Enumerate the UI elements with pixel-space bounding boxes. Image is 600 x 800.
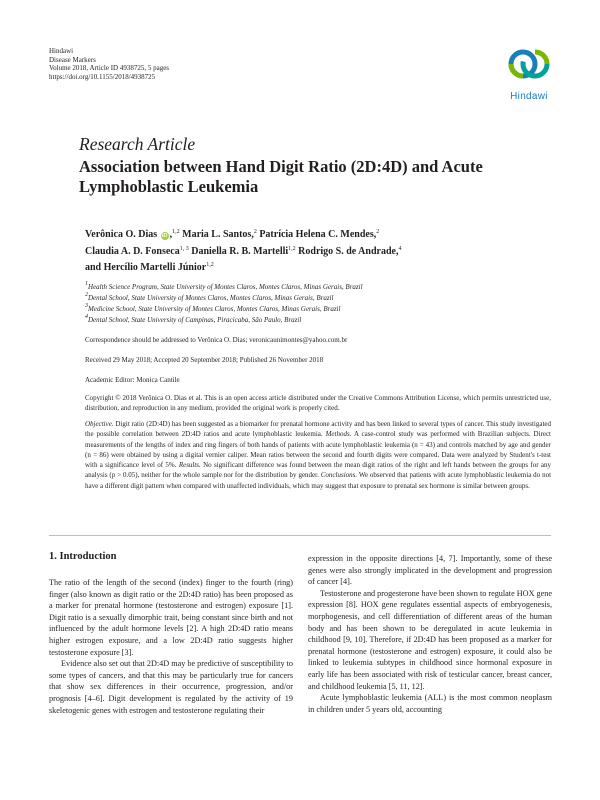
- body-paragraph: Testosterone and progesterone have been shown to regulate HOX gene expression [8]. HOX gene regulates essential aspects of embryogenesis, morphogenesis, and cell differentiation of different areas of the human body and has been shown to be deregulated in acute leukemia in childhood [9, 10]. Therefore, if 2D:4D has been proposed as a marker for prenatal hormone (testosterone and estrogen) exposure, it could also be linked to leukemia subtypes in childhood since hormonal exposure in early life has been associated with risk of testicular cancer, breast cancer, and childhood leukemia [5, 11, 12].: [308, 588, 553, 691]
- copyright-notice: Copyright © 2018 Verônica O. Dias et al. This is an open access article distributed under the Creative Commons Attribution License, which permits unrestricted use, distribution, and reproduction in any medium, provided the original work is properly cited.: [85, 394, 551, 412]
- doi-link[interactable]: https://doi.org/10.1155/2018/4938725: [49, 72, 156, 81]
- body-paragraph: The ratio of the length of the second (index) finger to the fourth (ring) finger (also known as digit ratio or the 2D:4D ratio) has been proposed as a marker for prenatal hormone (testosterone and estrogen) exposure [1]. Digit ratio is a sexually dimorphic trait, being constant since birth and not influenced by the adult hormone levels [2]. A high 2D:4D ratio means higher estrogen exposure, and a low 2D:4D ratio suggests higher testosterone exposure [3].: [49, 578, 293, 657]
- title-line-1: Association between Hand Digit Ratio (2D:4D) and Acute: [79, 157, 483, 176]
- abstract-methods: A case-control study was performed with Brazilian subjects. Direct measurements of the lengths of index and ring fingers of both hands of patients with acute lymphoblastic leukemia (n = 43) and controls matched by age and gender (n = 86) were obtained by using a digital vernier caliper. Mean ratios between the second and fourth digits were compared. Data were analyzed by Student's t-test with a significance level of 5%.: [85, 430, 552, 470]
- abstract-methods-label: Methods.: [325, 430, 352, 439]
- author-line-3: [85, 260, 525, 277]
- abstract-objective-label: Objective.: [85, 420, 114, 428]
- author-name[interactable]: Rodrigo S. de Andrade: [298, 245, 396, 257]
- affiliation-item: $^1$Health Science Program, State University of Montes Claros, Montes Claros, Minas Gerais, Brazil: [85, 281, 363, 291]
- author-name[interactable]: and Hercílio Martelli Júnior: [85, 262, 207, 273]
- section-heading-introduction: 1. Introduction: [49, 551, 117, 562]
- publisher-logo[interactable]: [497, 44, 561, 106]
- article-type: Research Article: [79, 134, 196, 154]
- affiliation-item: $^3$Medicine School, State University of Montes Claros, Montes Claros, Minas Gerais, Brazil: [85, 303, 341, 313]
- author-affiliation-sup: 4: [398, 245, 402, 252]
- author-name[interactable]: Claudia A. D. Fonseca: [85, 245, 180, 257]
- body-paragraph: Acute lymphoblastic leukemia (ALL) is the most common neoplasm in children under 5 years old, accounting: [308, 693, 552, 714]
- orcid-icon[interactable]: iD: [161, 233, 168, 239]
- affiliation-item: $^2$Dental School, State University of Montes Claros, Montes Claros, Minas Gerais, Brazil: [85, 292, 334, 302]
- publication-dates: Received 29 May 2018; Accepted 20 September 2018; Published 26 November 2018: [85, 356, 324, 364]
- journal-name: Hindawi: [49, 47, 74, 55]
- affiliation-item: $^4$Dental School, State University of Campinas, Piracicaba, São Paulo, Brazil: [85, 314, 302, 324]
- author-affiliation-sup: 1, 3: [179, 245, 189, 252]
- author-name[interactable]: Maria L. Santos: [182, 229, 252, 240]
- volume-line: Volume 2018, Article ID 4938725, 5 pages: [49, 64, 170, 72]
- author-affiliation-sup: 1,2: [206, 262, 214, 268]
- body-column-left: [49, 577, 293, 716]
- author-name[interactable]: Verônica O. Dias: [85, 229, 158, 240]
- abstract-results-label: Results.: [178, 461, 201, 470]
- author-name[interactable]: Patrícia Helena C. Mendes: [259, 229, 374, 240]
- article-title: [79, 157, 519, 197]
- publication-name: Disease Markers: [49, 55, 96, 64]
- author-name[interactable]: Daniella R. B. Martelli: [191, 245, 289, 257]
- author-affiliation-sup: 2: [253, 229, 257, 235]
- academic-editor: Academic Editor: Monica Cantile: [85, 376, 180, 384]
- abstract-conclusions: We observed that patients with acute lymphoblastic leukemia do not have a different digit pattern when compared with unaffected individuals, which may suggest that exposure to prenatal sex hormone is similar between groups.: [85, 471, 552, 490]
- hindawi-rings-logo-icon: [506, 44, 552, 84]
- author-list: [85, 227, 525, 277]
- abstract-results: No significant difference was found between the mean digit ratios of the right and left hands between the groups for any analysis (p > 0.05), neither for the whole sample nor for the distribution by gender.: [85, 461, 552, 480]
- affiliations: [85, 282, 363, 326]
- abstract-objective: Digit ratio (2D:4D) has been suggested as a biomarker for prenatal hormone activity and has been linked to several types of cancer. This study investigated the possible correlation between 2D:4D ratios and acute lymphoblastic leukemia.: [85, 420, 552, 439]
- author-line-1: Verônica O. Dias iD ,$^{1,2}$ Maria L. Santos,$^2$ Patrícia Helena C. Mendes,$^2$: [85, 229, 380, 240]
- journal-meta: [49, 47, 169, 81]
- abstract-conclusions-label: Conclusions.: [320, 471, 358, 480]
- body-paragraph: Evidence also set out that 2D:4D may be predictive of susceptibility to some types of cancers, and that this may be particularly true for cancers that show sex differences in their occurrence, progression, and/or prognosis [4–6]. Digit development is regulated by the activity of 19 skeletogenic genes with estrogen and testosterone regulating their: [49, 659, 293, 715]
- section-divider: [49, 535, 551, 536]
- author-affiliation-sup: 2: [376, 229, 380, 235]
- author-affiliation-sup: 1,2: [288, 245, 296, 252]
- author-line-2: Claudia A. D. Fonseca$^{1, 3}$ Daniella R. B. Martelli$^{1,2}$ Rodrigo S. de Andrade,$^4$: [85, 245, 402, 257]
- correspondence: Correspondence should be addressed to Verônica O. Dias; veronicaunimontes@yahoo.com.br: [85, 336, 348, 344]
- title-line-2: Lymphoblastic Leukemia: [79, 177, 259, 196]
- body-column-right: [308, 553, 552, 715]
- abstract: [85, 419, 551, 491]
- author-affiliation-sup: 1,2: [172, 229, 180, 235]
- body-paragraph: expression in the opposite directions [4, 7]. Importantly, some of these genes were also strongly implicated in the development and progression of cancer [4].: [308, 554, 552, 587]
- logo-wordmark: Hindawi: [510, 91, 548, 102]
